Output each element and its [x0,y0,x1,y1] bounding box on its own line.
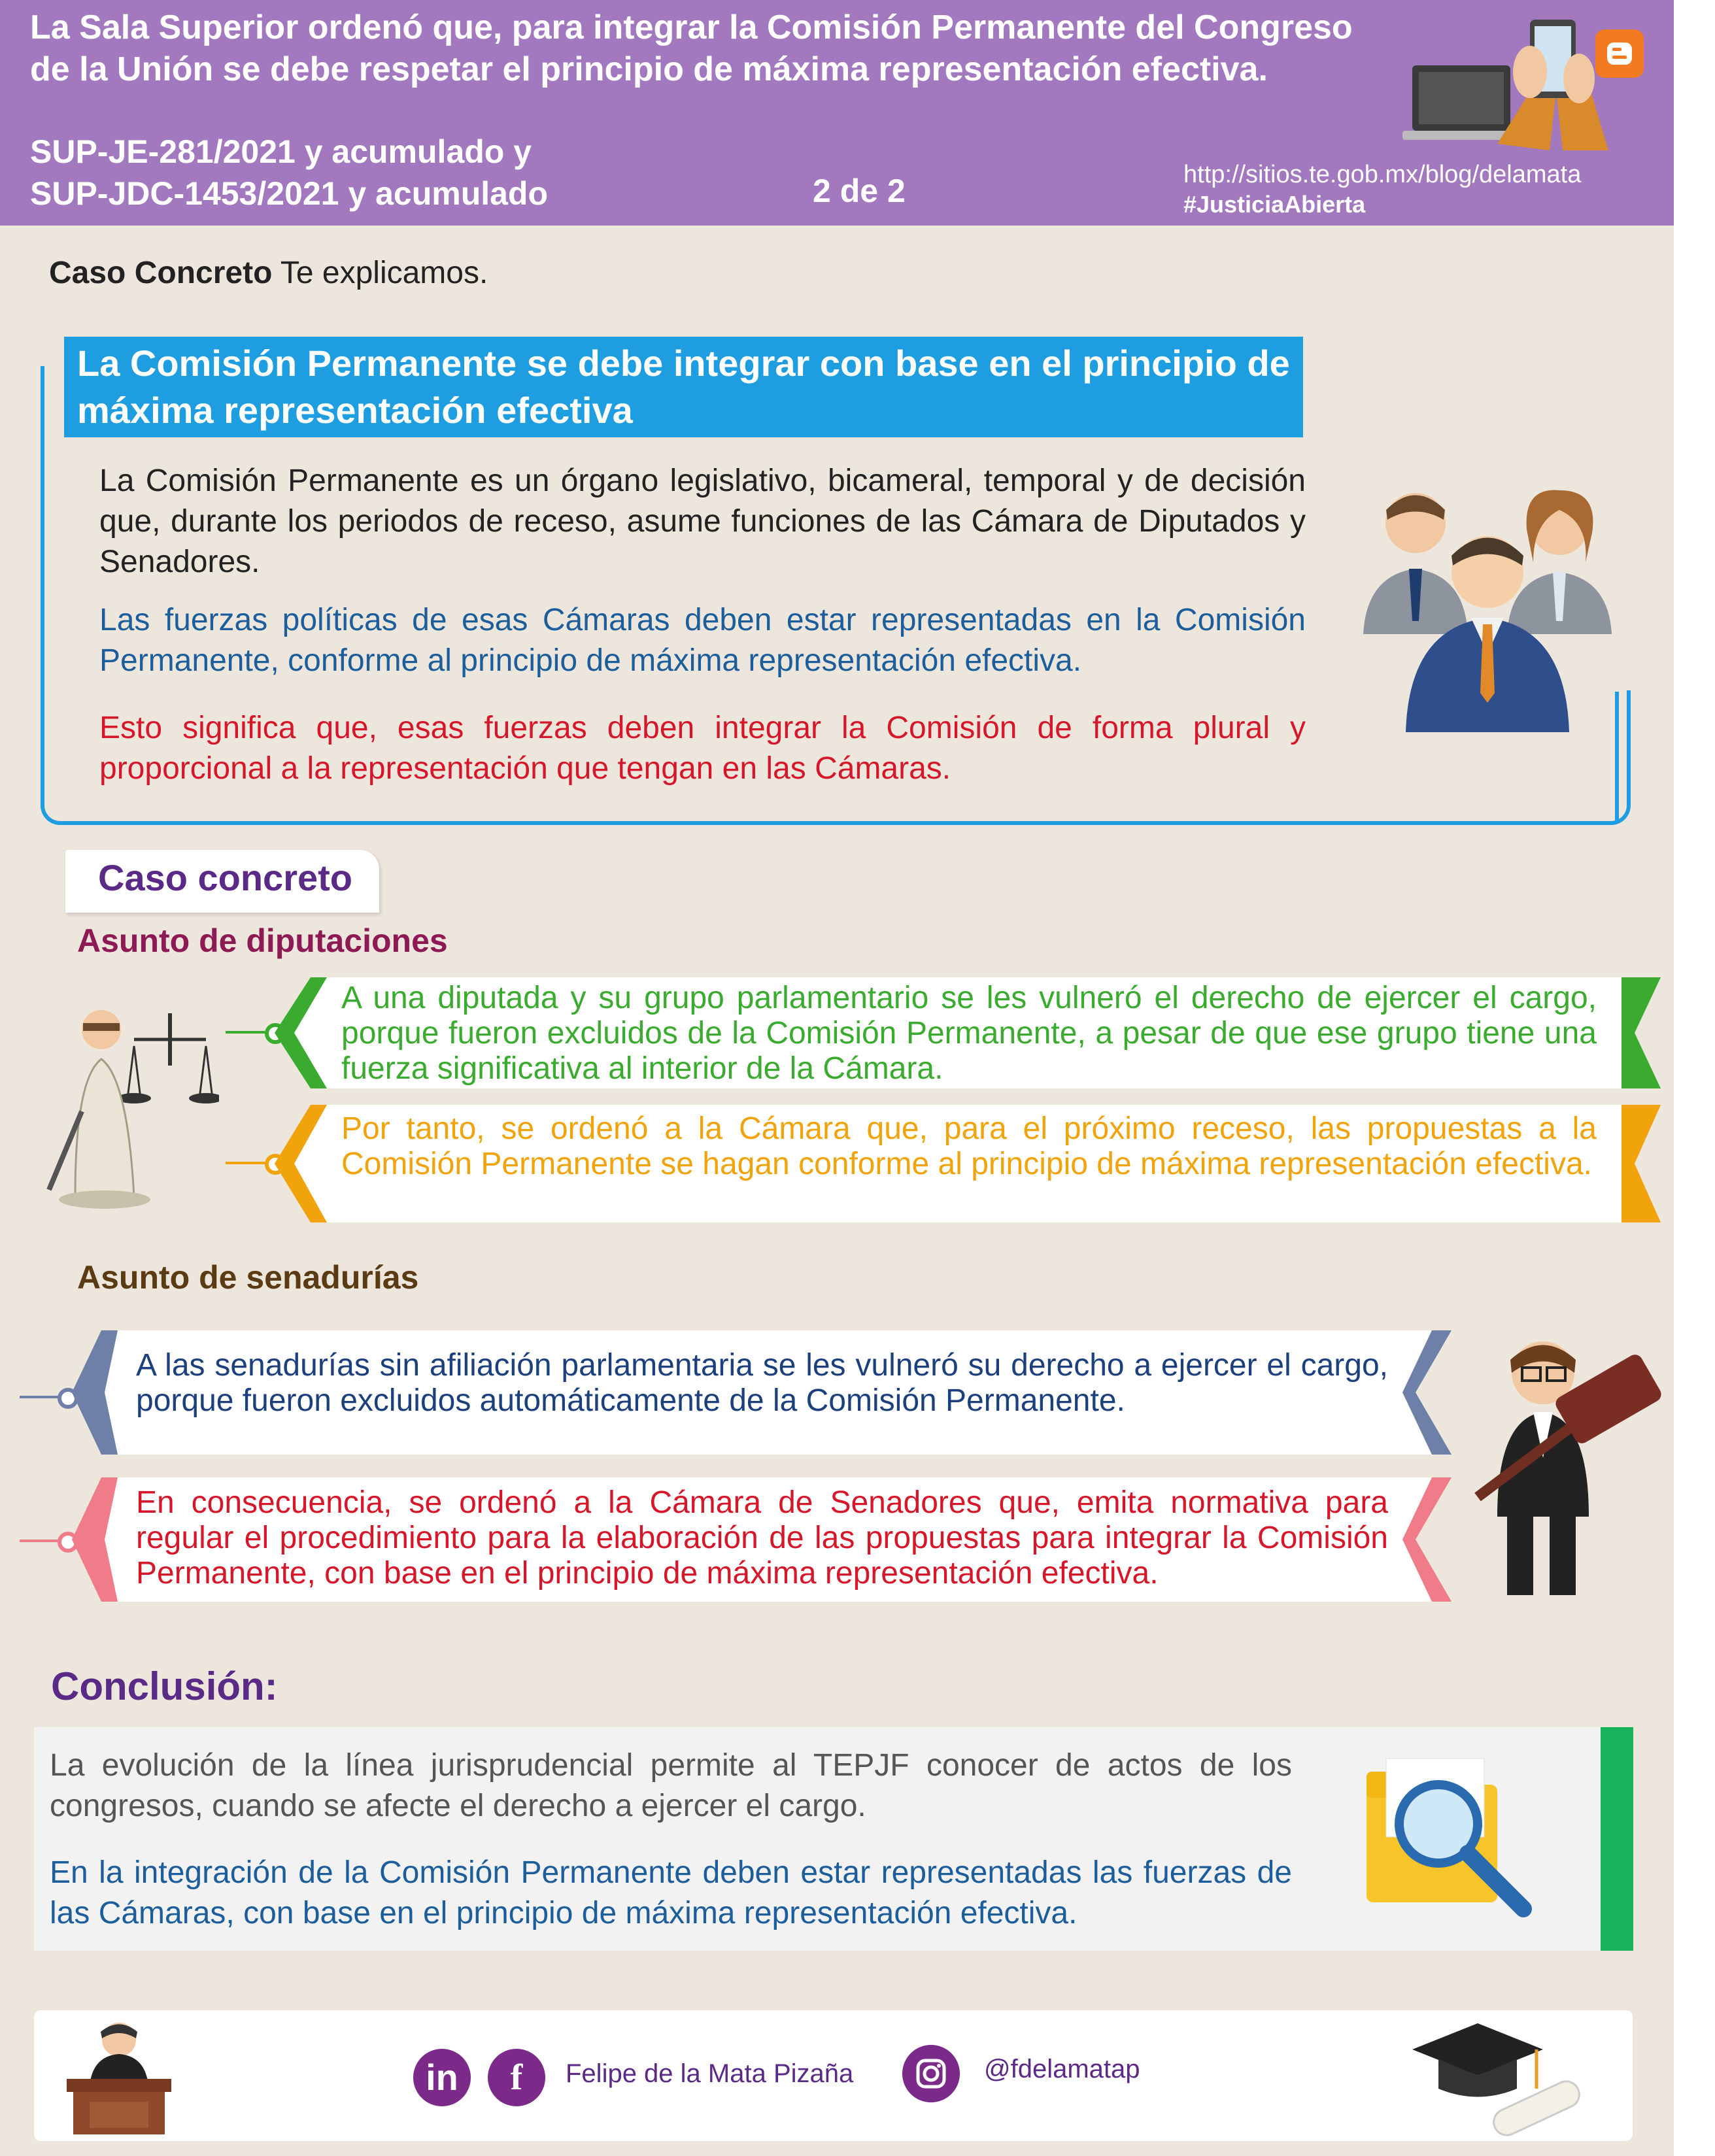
facebook-icon[interactable]: f [488,2049,545,2106]
case-numbers [30,131,548,214]
intro-bold: Caso Concreto [49,256,273,290]
intro-text: Te explicamos. [272,256,488,290]
judge-podium-icon [60,2013,178,2138]
author-name: Felipe de la Mata Pizaña [566,2059,854,2088]
blog-url[interactable]: http://sitios.te.gob.mx/blog/delamata [1183,161,1582,188]
justice-statue-icon [36,1000,219,1216]
frame-right-edge [1615,692,1619,821]
people-group-icon [1360,484,1615,739]
dip-card-1-text: A una diputada y su grupo parlamentario se les vulneró el derecho de ejercer el cargo, porque fueron excluidos de la Comisión Permanente, a pesar de que ese grupo tiene una fuerza significativa al interior de la Cámara. [341,981,1597,1086]
conclusion-title: Conclusión: [51,1664,278,1708]
definition-p3: Esto significa que, esas fuerzas deben integrar la Comisión de forma plural y proporcional a la representación que tengan en las Cámaras. [99,711,1306,786]
computer-phone-icon [1399,13,1622,157]
definition-p2: Las fuerzas políticas de esas Cámaras deben estar representadas en la Comisión Permanente, conforme al principio de máxima representación efectiva. [99,603,1306,678]
conclusion-p2: En la integración de la Comisión Permanente deben estar representadas las fuerzas de las Cámaras, con base en el principio de máxima representación efectiva. [50,1855,1292,1930]
graduation-cap-icon [1412,2017,1582,2141]
instagram-icon[interactable] [902,2045,960,2102]
page-title: La Sala Superior ordenó que, para integrar la Comisión Permanente del Congreso de la Unión se debe respetar el principio de máxima representación efectiva. [30,8,1353,88]
linkedin-icon[interactable]: in [413,2049,471,2106]
definition-heading: La Comisión Permanente se debe integrar con base en el principio de máxima representación efectiva [77,343,1290,431]
hashtag: #JusticiaAbierta [1183,191,1366,218]
sen-card-2-text: En consecuencia, se ordenó a la Cámara de Senadores que, emita normativa para regular el procedimiento para la elaboración de las propuestas para integrar la Comisión Permanente, con base en el principio de máxima representación efectiva. [136,1485,1388,1591]
conclusion-p1: La evolución de la línea jurisprudencial permite al TEPJF conocer de actos de los congresos, cuando se afecte el derecho a ejercer el cargo. [50,1748,1292,1823]
caso-concreto-title: Caso concreto [98,857,352,898]
senadurias-title: Asunto de senadurías [77,1259,419,1296]
page-indicator: 2 de 2 [813,173,906,209]
case-line-1: SUP-JE-281/2021 y acumulado y [30,133,532,170]
diputaciones-title: Asunto de diputaciones [77,922,448,959]
intro-line [49,255,488,291]
social-handle: @fdelamatap [984,2055,1140,2083]
search-folder-icon [1340,1745,1550,1929]
definition-p1: La Comisión Permanente es un órgano legislativo, bicameral, temporal y de decisión que, durante los periodos de receso, asume funciones de las Cámara de Diputados y Senadores. [99,463,1306,579]
blogger-icon[interactable] [1595,29,1644,78]
conclusion-accent-bar [1601,1727,1633,1951]
judge-gavel-icon [1452,1327,1667,1608]
dip-card-2-text: Por tanto, se ordenó a la Cámara que, para el próximo receso, las propuestas a la Comisión Permanente se hagan conforme al principio de máxima representación efectiva. [341,1111,1597,1181]
sen-card-1-text: A las senadurías sin afiliación parlamentaria se les vulneró su derecho a ejercer el cargo, porque fueron excluidos automáticamente de la Comisión Permanente. [136,1348,1388,1418]
case-line-2: SUP-JDC-1453/2021 y acumulado [30,175,549,212]
